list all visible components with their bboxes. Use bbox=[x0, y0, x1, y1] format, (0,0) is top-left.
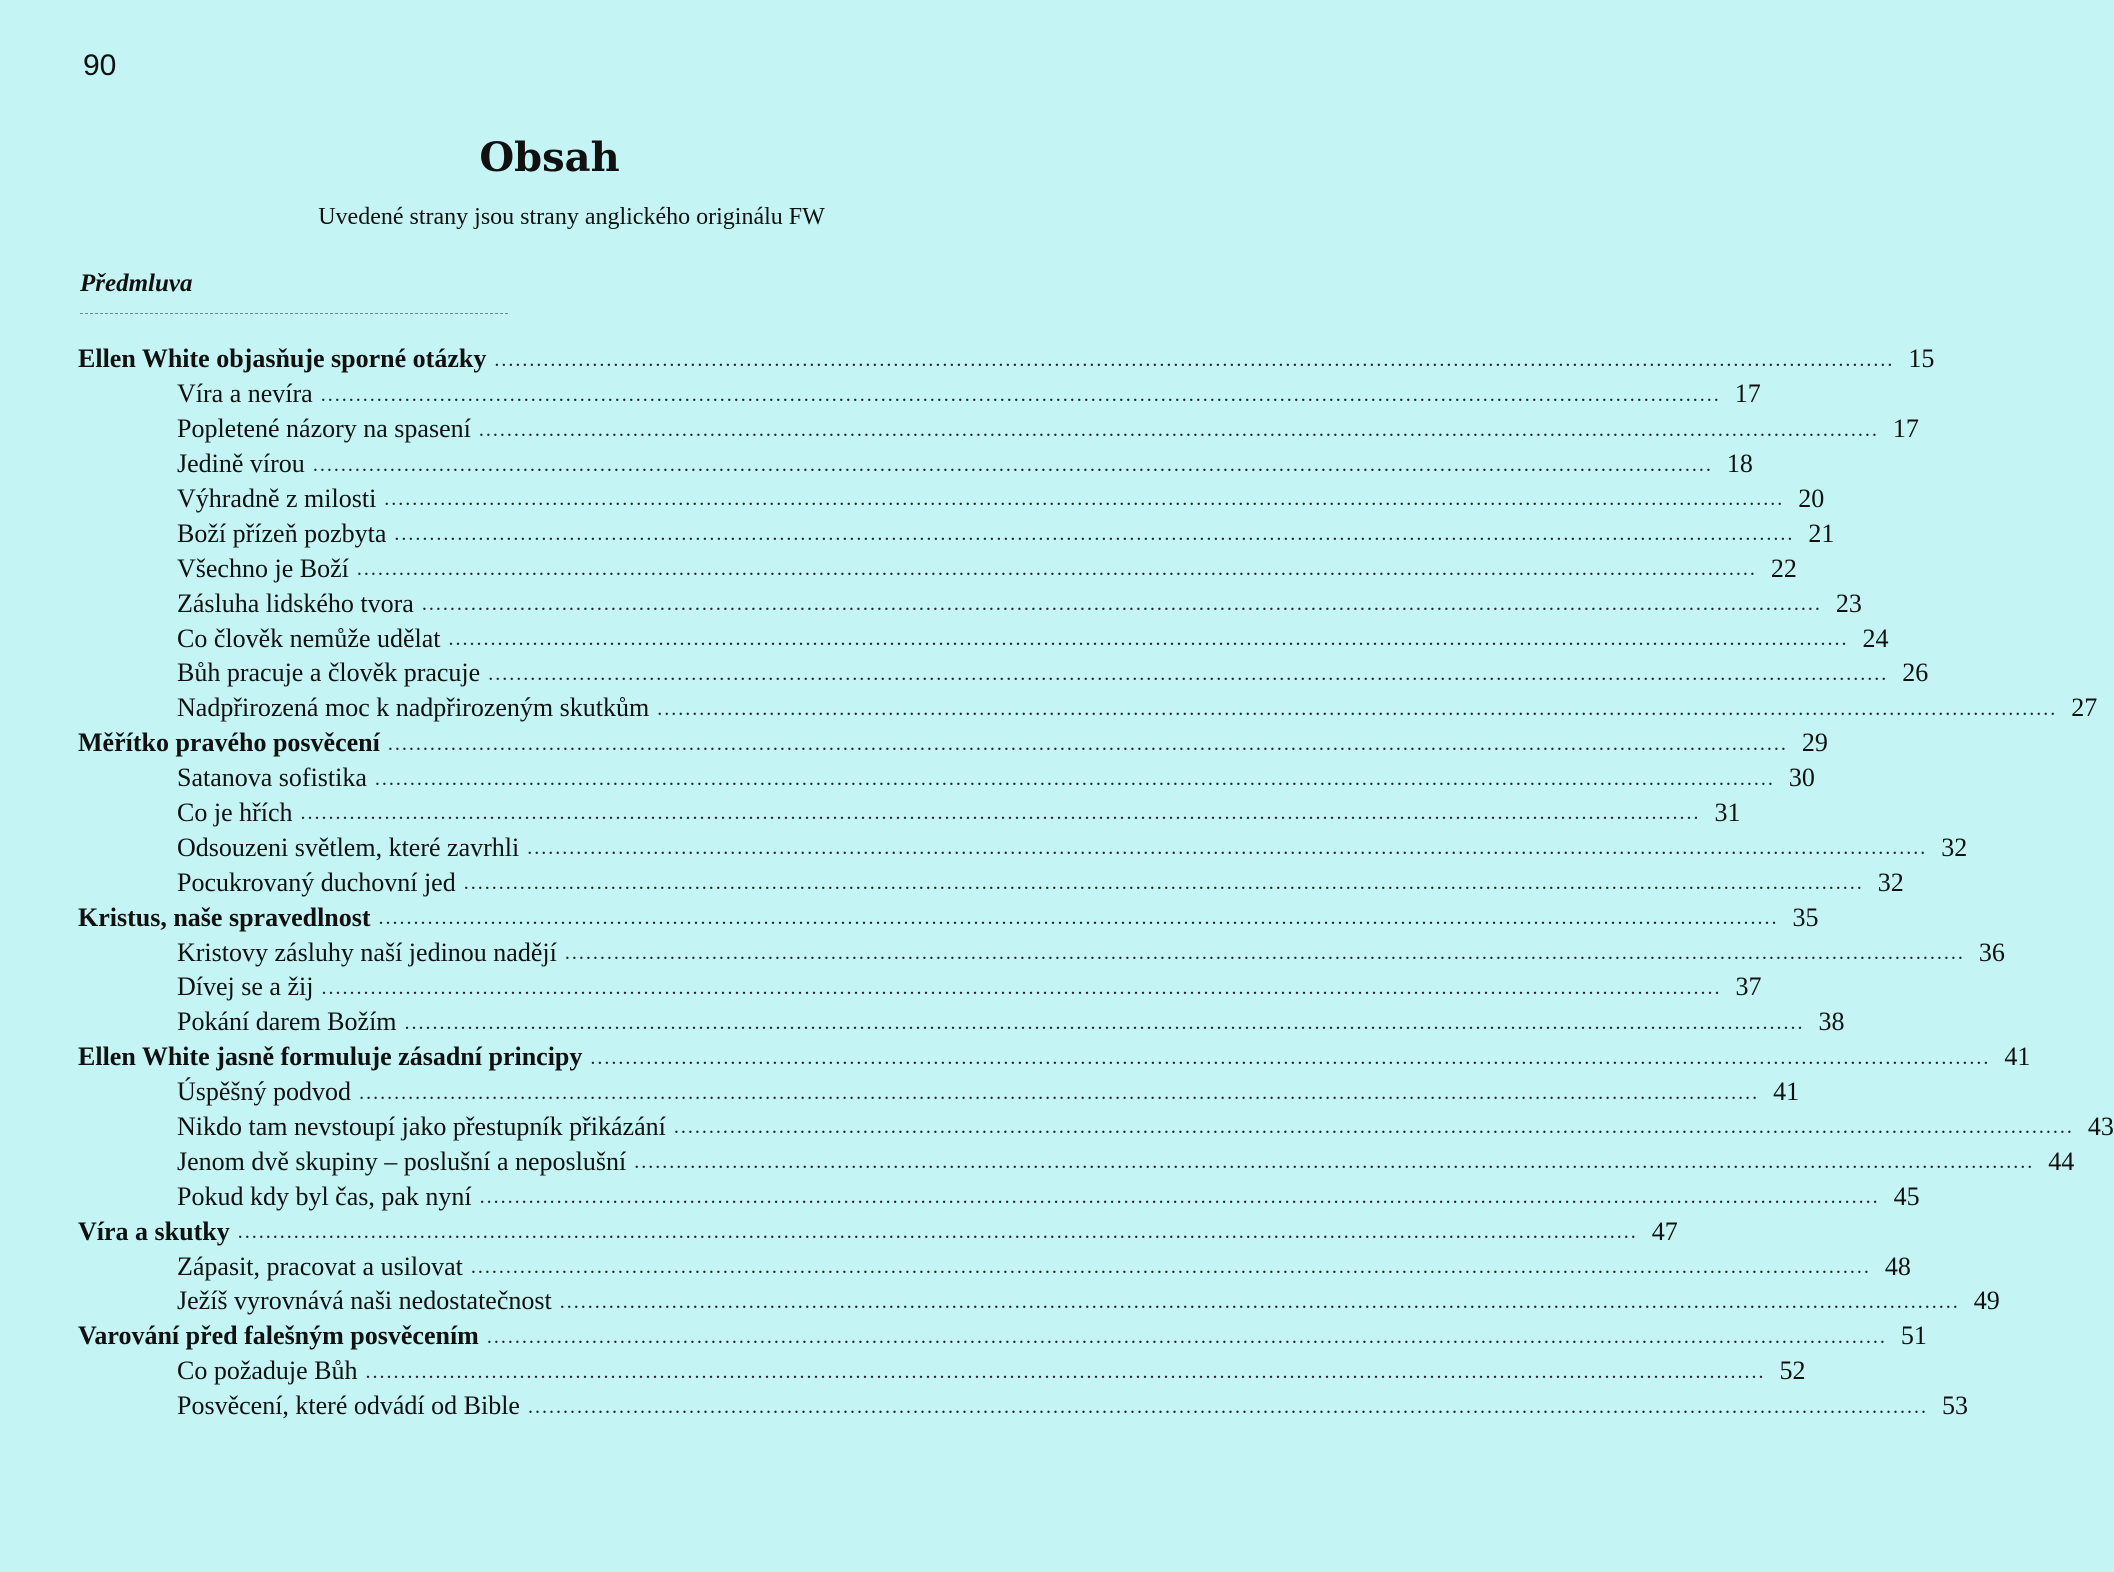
toc-section-row bbox=[0, 586, 1862, 621]
toc-dot-leader bbox=[590, 1047, 1990, 1075]
toc-dot-leader bbox=[464, 872, 1864, 900]
toc-chapter-row bbox=[0, 342, 1935, 377]
toc-entry-title: Zásluha lidského tvora bbox=[177, 588, 414, 618]
toc-dot-leader bbox=[405, 1012, 1805, 1040]
toc-dot-leader bbox=[480, 1186, 1880, 1214]
toc-chapter-row bbox=[0, 900, 1819, 935]
toc-section-row bbox=[0, 1144, 2075, 1179]
toc-dot-leader bbox=[388, 733, 1788, 761]
toc-entry-title: Ellen White objasňuje sporné otázky bbox=[78, 344, 487, 374]
toc-entry-title: Jedině vírou bbox=[177, 449, 305, 479]
toc-entry-title: Dívej se a žij bbox=[177, 972, 314, 1002]
toc-dot-leader bbox=[321, 384, 1721, 412]
toc-section-row bbox=[0, 482, 1825, 517]
toc-entry-title: Kristovy zásluhy naší jedinou nadějí bbox=[177, 937, 557, 967]
toc-entry-title: Pokud kdy byl čas, pak nyní bbox=[177, 1181, 472, 1211]
toc-section-row bbox=[0, 516, 1835, 551]
toc-dot-leader bbox=[565, 942, 1965, 970]
toc-entry-title: Víra a nevíra bbox=[177, 379, 313, 409]
toc-page-number: 51 bbox=[1900, 1321, 1927, 1351]
toc-page-number: 43 bbox=[2087, 1112, 2114, 1142]
toc-section-row bbox=[0, 1005, 1845, 1040]
toc-section-row bbox=[0, 1179, 1920, 1214]
toc-entry-title: Pokání darem Božím bbox=[177, 1007, 397, 1037]
toc-chapter-row bbox=[0, 1319, 1927, 1354]
toc-page-number: 20 bbox=[1798, 484, 1825, 513]
toc-entry-title: Co je hřích bbox=[177, 798, 293, 828]
toc-section-row bbox=[0, 1110, 2114, 1145]
toc-dot-leader bbox=[238, 1221, 1638, 1249]
toc-page-number: 31 bbox=[1714, 798, 1741, 828]
toc-section-row bbox=[0, 1354, 1806, 1389]
toc-page-number: 35 bbox=[1792, 902, 1819, 932]
toc-page-number: 27 bbox=[2071, 693, 2098, 723]
toc-page-number: 23 bbox=[1835, 588, 1862, 618]
toc-page-number: 32 bbox=[1941, 832, 1968, 862]
page-subtitle: Uvedené strany jsou strany anglického originálu FW bbox=[318, 204, 825, 230]
toc-page-number: 22 bbox=[1770, 553, 1797, 583]
toc-dot-leader bbox=[487, 1326, 1887, 1354]
toc-section-row bbox=[0, 865, 1904, 900]
toc-section-row bbox=[0, 796, 1741, 831]
toc-entry-title: Ježíš vyrovnává naši nedostatečnost bbox=[177, 1286, 552, 1316]
toc-dot-leader bbox=[488, 663, 1888, 691]
toc-dot-leader bbox=[449, 628, 1849, 656]
toc-entry-title: Varování před falešným posvěcením bbox=[78, 1321, 479, 1351]
toc-page-number: 17 bbox=[1892, 414, 1919, 444]
toc-page-number: 44 bbox=[2048, 1146, 2075, 1176]
toc-dot-leader bbox=[357, 558, 1757, 586]
toc-dot-leader bbox=[375, 768, 1775, 796]
toc-dot-leader bbox=[471, 1256, 1871, 1284]
toc-section-row bbox=[0, 1389, 1968, 1424]
toc-entry-title: Úspěšný podvod bbox=[177, 1077, 352, 1107]
toc-section-row bbox=[0, 377, 1761, 412]
toc-chapter-row bbox=[0, 1214, 1678, 1249]
toc-entry-title: Výhradně z milosti bbox=[177, 484, 377, 513]
toc-section-row bbox=[0, 412, 1919, 447]
toc-page-number: 17 bbox=[1734, 379, 1761, 409]
toc-dot-leader bbox=[674, 1116, 2074, 1144]
toc-page-number: 21 bbox=[1808, 518, 1835, 548]
toc-page-number: 41 bbox=[2004, 1042, 2031, 1072]
toc-page-number: 47 bbox=[1651, 1216, 1678, 1246]
toc-entry-title: Bůh pracuje a člověk pracuje bbox=[177, 658, 481, 688]
toc-entry-title: Boží přízeň pozbyta bbox=[177, 518, 387, 548]
toc-section-row bbox=[0, 447, 1753, 482]
toc-dot-leader bbox=[657, 698, 2057, 726]
toc-entry-title: Odsouzeni světlem, které zavrhli bbox=[177, 832, 520, 862]
toc-page-number: 45 bbox=[1893, 1181, 1920, 1211]
toc-section-row bbox=[0, 1284, 2000, 1319]
toc-entry-title: Jenom dvě skupiny – poslušní a neposlušní bbox=[177, 1146, 627, 1176]
toc-page-number: 38 bbox=[1818, 1007, 1845, 1037]
toc-section-row bbox=[0, 656, 1929, 691]
toc-entry-title: Měřítko pravého posvěcení bbox=[78, 728, 380, 758]
toc-page-number: 48 bbox=[1884, 1251, 1911, 1281]
toc-page-number: 30 bbox=[1788, 763, 1815, 793]
toc-entry-title: Ellen White jasně formuluje zásadní principy bbox=[78, 1042, 583, 1072]
toc-section-row bbox=[0, 761, 1815, 796]
toc-entry-title: Nikdo tam nevstoupí jako přestupník přikázání bbox=[177, 1112, 666, 1142]
toc-entry-title: Popletené názory na spasení bbox=[177, 414, 471, 444]
toc-entry-title: Satanova sofistika bbox=[177, 763, 367, 793]
toc-dot-leader bbox=[366, 1361, 1766, 1389]
toc-page-number: 53 bbox=[1941, 1391, 1968, 1421]
toc-page-number: 41 bbox=[1773, 1077, 1800, 1107]
toc-entry-title: Všechno je Boží bbox=[177, 553, 349, 583]
toc-dot-leader bbox=[494, 349, 1894, 377]
toc-entry-title: Co člověk nemůže udělat bbox=[177, 623, 441, 653]
toc-dot-leader bbox=[301, 802, 1701, 830]
toc-dot-leader bbox=[379, 907, 1779, 935]
toc-section-row bbox=[0, 1075, 1800, 1110]
toc-dot-leader bbox=[384, 488, 1784, 516]
preface-divider bbox=[80, 313, 508, 314]
toc-entry-title: Kristus, naše spravedlnost bbox=[78, 902, 371, 932]
toc-page-number: 36 bbox=[1978, 937, 2005, 967]
toc-page-number: 49 bbox=[1973, 1286, 2000, 1316]
toc-page-number: 24 bbox=[1862, 623, 1889, 653]
toc-dot-leader bbox=[313, 454, 1713, 482]
toc-page-number: 18 bbox=[1726, 449, 1753, 479]
preface-heading: Předmluva bbox=[80, 270, 193, 297]
toc-entry-title: Posvěcení, které odvádí od Bible bbox=[177, 1391, 520, 1421]
toc-dot-leader bbox=[359, 1082, 1759, 1110]
toc-entry-title: Víra a skutky bbox=[78, 1216, 230, 1246]
toc-dot-leader bbox=[321, 977, 1721, 1005]
toc-page-number: 29 bbox=[1801, 728, 1828, 758]
page-title: Obsah bbox=[479, 134, 620, 181]
toc-dot-leader bbox=[394, 523, 1794, 551]
toc-page-number: 37 bbox=[1735, 972, 1762, 1002]
toc-dot-leader bbox=[560, 1291, 1960, 1319]
toc-entry-title: Co požaduje Bůh bbox=[177, 1356, 358, 1386]
toc-section-row bbox=[0, 970, 1762, 1005]
toc-page-number: 26 bbox=[1902, 658, 1929, 688]
toc-page-number: 32 bbox=[1877, 867, 1904, 897]
toc-section-row bbox=[0, 1249, 1911, 1284]
toc-dot-leader bbox=[479, 419, 1879, 447]
toc-dot-leader bbox=[528, 1396, 1928, 1424]
toc-entry-title: Zápasit, pracovat a usilovat bbox=[177, 1251, 463, 1281]
toc-section-row bbox=[0, 621, 1889, 656]
toc-dot-leader bbox=[527, 837, 1927, 865]
toc-dot-leader bbox=[422, 593, 1822, 621]
toc-entry-title: Pocukrovaný duchovní jed bbox=[177, 867, 456, 897]
toc-dot-leader bbox=[634, 1151, 2034, 1179]
toc-entry-title: Nadpřirozená moc k nadpřirozeným skutkům bbox=[177, 693, 650, 723]
toc-page-number: 15 bbox=[1908, 344, 1935, 374]
toc-section-row bbox=[0, 691, 2098, 726]
toc-section-row bbox=[0, 935, 2005, 970]
table-of-contents bbox=[0, 342, 2114, 1424]
page-number: 90 bbox=[83, 49, 117, 82]
toc-chapter-row bbox=[0, 726, 1828, 761]
toc-page-number: 52 bbox=[1779, 1356, 1806, 1386]
toc-section-row bbox=[0, 830, 1968, 865]
toc-section-row bbox=[0, 551, 1797, 586]
toc-chapter-row bbox=[0, 1040, 2031, 1075]
